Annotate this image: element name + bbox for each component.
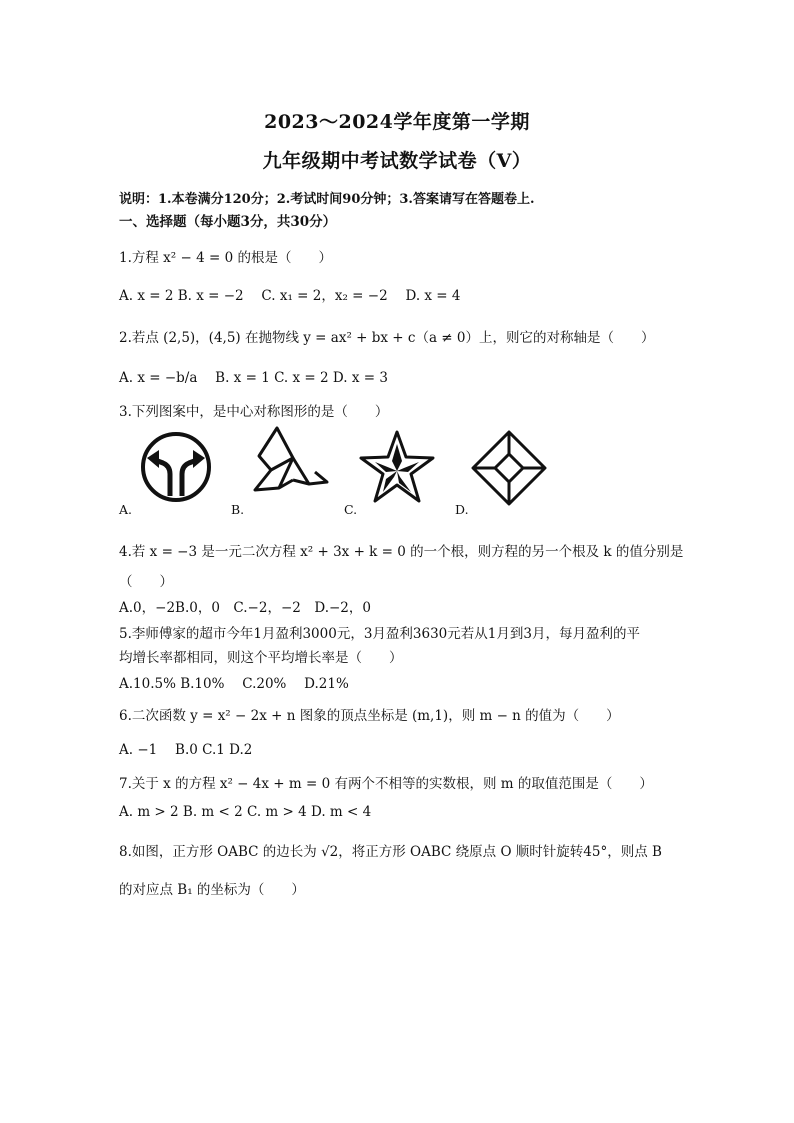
question-6-options: A. −1 B.0 C.1 D.2 bbox=[119, 742, 253, 758]
question-5-stem-cont: 均增长率都相同，则这个平均增长率是（ ） bbox=[119, 650, 403, 666]
square-pinwheel-icon bbox=[471, 430, 547, 506]
exam-title-line2: 九年级期中考试数学试卷（V） bbox=[262, 150, 532, 172]
instructions: 说明：1.本卷满分120分；2.考试时间90分钟；3.答案请写在答题卷上. bbox=[119, 192, 535, 207]
question-7-stem: 7.关于 x 的方程 x² − 4x + m = 0 有两个不相等的实数根，则 m 的取值范围是（ ） bbox=[119, 776, 653, 792]
question-2-stem: 2.若点 (2,5)，(4,5) 在抛物线 y = ax² + bx + c（a ≠ 0）上，则它的对称轴是（ ） bbox=[119, 330, 655, 346]
question-1-stem: 1.方程 x² − 4 = 0 的根是（ ） bbox=[119, 250, 332, 266]
pinwheel-triangle-icon bbox=[249, 424, 331, 506]
question-5-stem: 5.李师傅家的超市今年1月盈利3000元，3月盈利3630元若从1月到3月，每月盈利的平 bbox=[119, 626, 640, 642]
figure-label-b: B. bbox=[231, 502, 245, 517]
question-4-stem-cont: （ ） bbox=[119, 574, 173, 590]
figure-label-c: C. bbox=[344, 502, 358, 517]
question-4-stem: 4.若 x = −3 是一元二次方程 x² + 3x + k = 0 的一个根，则方程的另一个根及 k 的值分别是 bbox=[119, 544, 684, 560]
question-1-options: A. x = 2 B. x = −2 C. x₁ = 2，x₂ = −2 D. x = 4 bbox=[119, 288, 461, 304]
figure-label-a: A. bbox=[119, 502, 133, 517]
question-2-options: A. x = −b/a B. x = 1 C. x = 2 D. x = 3 bbox=[119, 370, 388, 386]
question-3-figures bbox=[119, 430, 569, 525]
question-5-options: A.10.5% B.10% C.20% D.21% bbox=[119, 676, 349, 692]
circle-arrows-icon bbox=[139, 430, 213, 504]
question-8-stem: 8.如图，正方形 OABC 的边长为 √2，将正方形 OABC 绕原点 O 顺时针旋转45°，则点 B bbox=[119, 844, 662, 860]
question-8-stem-cont: 的对应点 B₁ 的坐标为（ ） bbox=[119, 882, 305, 898]
exam-title-line1: 2023～2024学年度第一学期 bbox=[264, 111, 530, 133]
question-7-options: A. m > 2 B. m < 2 C. m > 4 D. m < 4 bbox=[119, 804, 372, 820]
section-heading: 一、选择题（每小题3分，共30分） bbox=[119, 214, 337, 230]
question-3-stem: 3.下列图案中，是中心对称图形的是（ ） bbox=[119, 404, 389, 420]
question-6-stem: 6.二次函数 y = x² − 2x + n 图象的顶点坐标是 (m,1)，则 m − n 的值为（ ） bbox=[119, 708, 620, 724]
question-4-options: A.0，−2B.0，0 C.−2，−2 D.−2，0 bbox=[119, 600, 371, 616]
star-icon bbox=[359, 430, 435, 504]
figure-label-d: D. bbox=[455, 502, 469, 517]
